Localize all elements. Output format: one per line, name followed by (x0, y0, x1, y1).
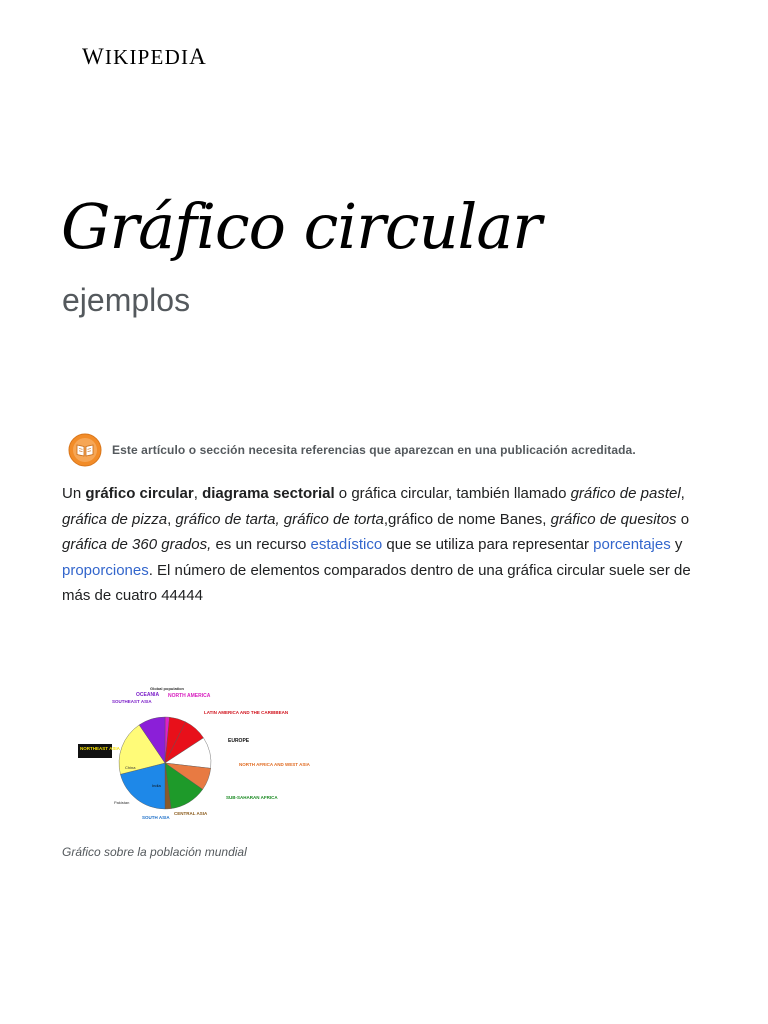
label-north-africa: NORTH AFRICA AND WEST ASIA (239, 762, 310, 767)
wordmark-end: A (189, 44, 207, 69)
label-north-america: NORTH AMERICA (168, 693, 211, 699)
page-title: Gráfico circular (61, 190, 541, 263)
label-southeast-asia: SOUTHEAST ASIA (112, 699, 152, 704)
wikipedia-wordmark[interactable] (82, 44, 207, 70)
link-proporciones[interactable]: proporciones (62, 561, 149, 579)
pie-slices (119, 717, 211, 809)
references-notice (68, 432, 688, 468)
wordmark-rest: IKIPEDI (104, 45, 190, 69)
intro-paragraph: Un gráfico circular, diagrama sectorial o gráfica circular, también llamado gráfico de pastel, gráfica de pizza, gráfico de tarta, gráfico de torta,gráfico de nome Banes, gráfico de quesitos o gráfica de 360 grados, es un recurso estadístico que se utiliza para representar porcentajes y proporciones. El número de elementos comparados dentro de una gráfica circular suele ser de más de cuatro 44444 (62, 485, 691, 605)
label-latin-america: LATIN AMERICA AND THE CARIBBEAN (204, 710, 289, 715)
label-oceania: OCEANIA (136, 692, 160, 698)
notice-text: Este artículo o sección necesita referencias que aparezcan en una publicación acreditada. (112, 443, 636, 457)
label-northeast-asia: NORTHEAST ASIA (80, 746, 120, 751)
wordmark-lead: W (82, 44, 105, 69)
label-global: Global population (150, 686, 184, 691)
label-china: China (125, 765, 136, 770)
population-pie-figure[interactable] (76, 684, 310, 824)
link-porcentajes[interactable]: porcentajes (593, 536, 671, 554)
term-grafico-circular: gráfico circular (85, 485, 194, 502)
label-south-asia: SOUTH ASIA (142, 815, 170, 820)
term-diagrama-sectorial: diagrama sectorial (202, 485, 335, 502)
label-pakistan: Pakistan (114, 800, 130, 805)
book-icon (68, 433, 102, 467)
label-central-asia: CENTRAL ASIA (174, 811, 208, 816)
label-europe: EUROPE (228, 738, 250, 744)
figure-caption: Gráfico sobre la población mundial (62, 845, 247, 859)
link-estadistico[interactable]: estadístico (310, 536, 383, 554)
label-india: India (152, 783, 161, 788)
label-subsaharan: SUB-SAHARAN AFRICA (226, 795, 278, 800)
page-subtitle: ejemplos (62, 282, 191, 318)
